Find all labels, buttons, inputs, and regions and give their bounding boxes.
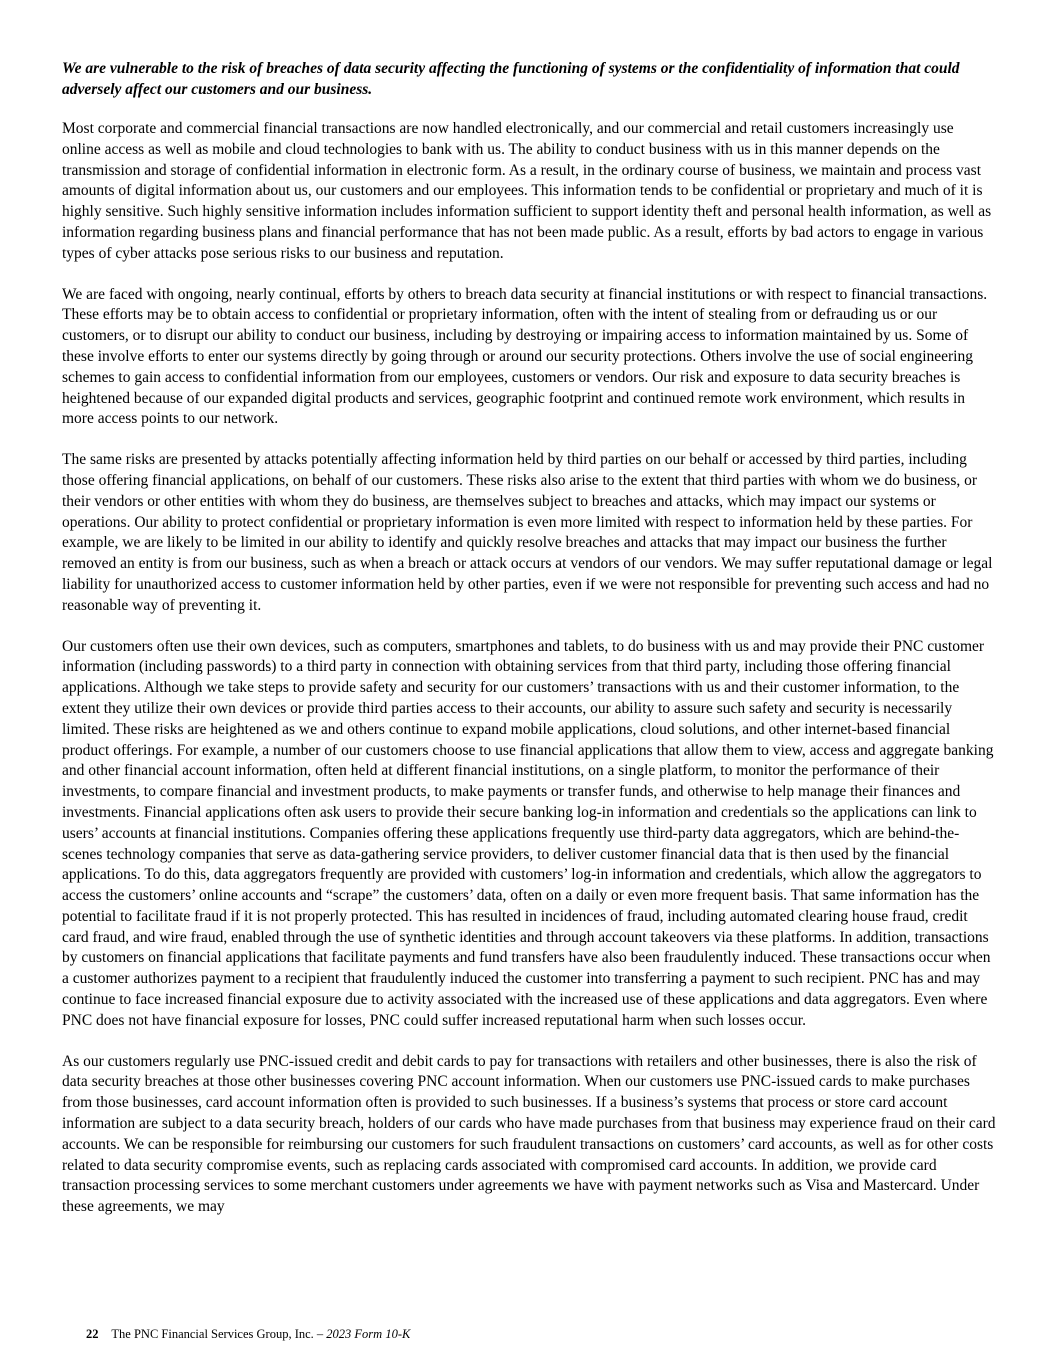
paragraph: The same risks are presented by attacks potentially affecting information held by third parties on our behalf or accessed by third parties, including those offering financial applications, on behalf of our customers. These risks also arise to the extent that third parties with whom we do business, or their vendors or other entities with whom they do business, are themselves subject to breaches and attacks, which may impact our systems or operations. Our ability to protect confidential or proprietary information is even more limited with respect to information held by these parties. For example, we are likely to be limited in our ability to identify and quickly resolve breaches and attacks that may impact our business the further removed an entity is from our business, such as when a breach or attack occurs at vendors of our vendors. We may suffer reputational damage or legal liability for unauthorized access to customer information held by other parties, even if we were not responsible for preventing such access and had no reasonable way of preventing it.	[62, 451, 993, 614]
section-heading: We are vulnerable to the risk of breaches of data security affecting the functioning of systems or the confidentiality of information that could adversely affect our customers and our business.	[62, 60, 960, 98]
footer-company: The PNC Financial Services Group, Inc. –	[111, 1327, 324, 1341]
footer-form-title: 2023 Form 10-K	[326, 1327, 411, 1341]
paragraph: We are faced with ongoing, nearly continual, efforts by others to breach data security at financial institutions or with respect to financial transactions. These efforts may be to obtain access to confidential or proprietary information, often with the intent of stealing from or defrauding us or our customers, or to disrupt our ability to conduct our business, including by destroying or impairing access to information maintained by us. Some of these involve efforts to enter our systems directly by going through or around our security protections. Others involve the use of social engineering schemes to gain access to confidential information from our employees, customers or vendors. Our risk and exposure to data security breaches is heightened because of our expanded digital products and services, geographic footprint and continued remote work environment, which results in more access points to our network.	[62, 285, 988, 428]
page-number: 22	[86, 1327, 99, 1341]
page-footer	[86, 1326, 410, 1342]
paragraph: As our customers regularly use PNC-issued credit and debit cards to pay for transactions with retailers and other businesses, there is also the risk of data security breaches at those other businesses covering PNC account information. When our customers use PNC-issued cards to make purchases from those businesses, card account information often is provided to such businesses. If a business’s systems that process or store card account information are subject to a data security breach, holders of our cards who have made purchases from that business may experience fraud on their card accounts. We can be responsible for reimbursing our customers for such fraudulent transactions on customers’ card accounts, as well as for other costs related to data security compromise events, such as replacing cards associated with compromised card accounts. In addition, we provide card transaction processing services to some merchant customers under agreements we have with payment networks such as Visa and Mastercard. Under these agreements, we may	[62, 1052, 996, 1216]
document-page	[62, 58, 996, 1238]
paragraph: Most corporate and commercial financial transactions are now handled electronically, and our commercial and retail customers increasingly use online access as well as mobile and cloud technologies to bank with us. The ability to conduct business with us in this manner depends on the transmission and storage of confidential information in electronic form. As a result, in the ordinary course of business, we maintain and process vast amounts of digital information about us, our customers and our employees. This information tends to be confidential or proprietary and much of it is highly sensitive. Such highly sensitive information includes information sufficient to support identity theft and personal health information, as well as information regarding business plans and financial performance that has not been made public. As a result, efforts by bad actors to engage in various types of cyber attacks pose serious risks to our business and reputation.	[62, 120, 992, 262]
paragraph: Our customers often use their own devices, such as computers, smartphones and tablets, to do business with us and may provide their PNC customer information (including passwords) to a third party in connection with obtaining services from that third party, including those offering financial applications. Although we take steps to provide safety and security for our customers’ transactions with us and their customer information, to the extent they utilize their own devices or provide third parties access to their accounts, our ability to assure such safety and security is necessarily limited. These risks are heightened as we and others continue to expand mobile applications, cloud solutions, and other internet-based financial product offerings. For example, a number of our customers choose to use financial applications that allow them to view, access and aggregate banking and other financial account information, often held at different financial institutions, on a single platform, to monitor the performance of their investments, to compare financial and investment products, to make payments or transfer funds, and otherwise to help manage their finances and investments. Financial applications often ask users to provide their secure banking log-in information and credentials so the applications can link to users’ accounts at financial institutions. Companies offering these applications frequently use third-party data aggregators, which are behind-the-scenes technology companies that serve as data-gathering service providers, to deliver customer financial data that is then used by the financial applications. To do this, data aggregators frequently are provided with customers’ log-in information and credentials, which allow the aggregators to access the customers’ online accounts and “scrape” the customers’ data, often on a daily or even more frequent basis. That same information has the potential to facilitate fraud if it is not properly protected. This has resulted in incidences of fraud, including automated clearing house fraud, credit card fraud, and wire fraud, enabled through the use of synthetic identities and through account takeovers via these platforms. In addition, transactions by customers on financial applications that facilitate payments and fund transfers have also been fraudulently induced. These transactions occur when a customer authorizes payment to a recipient that fraudulently induced the customer into transferring a payment to such recipient. PNC has and may continue to face increased financial exposure due to activity associated with the increased use of these applications and data aggregators. Even where PNC does not have financial exposure for losses, PNC could suffer increased reputational harm when such losses occur.	[62, 637, 994, 1029]
